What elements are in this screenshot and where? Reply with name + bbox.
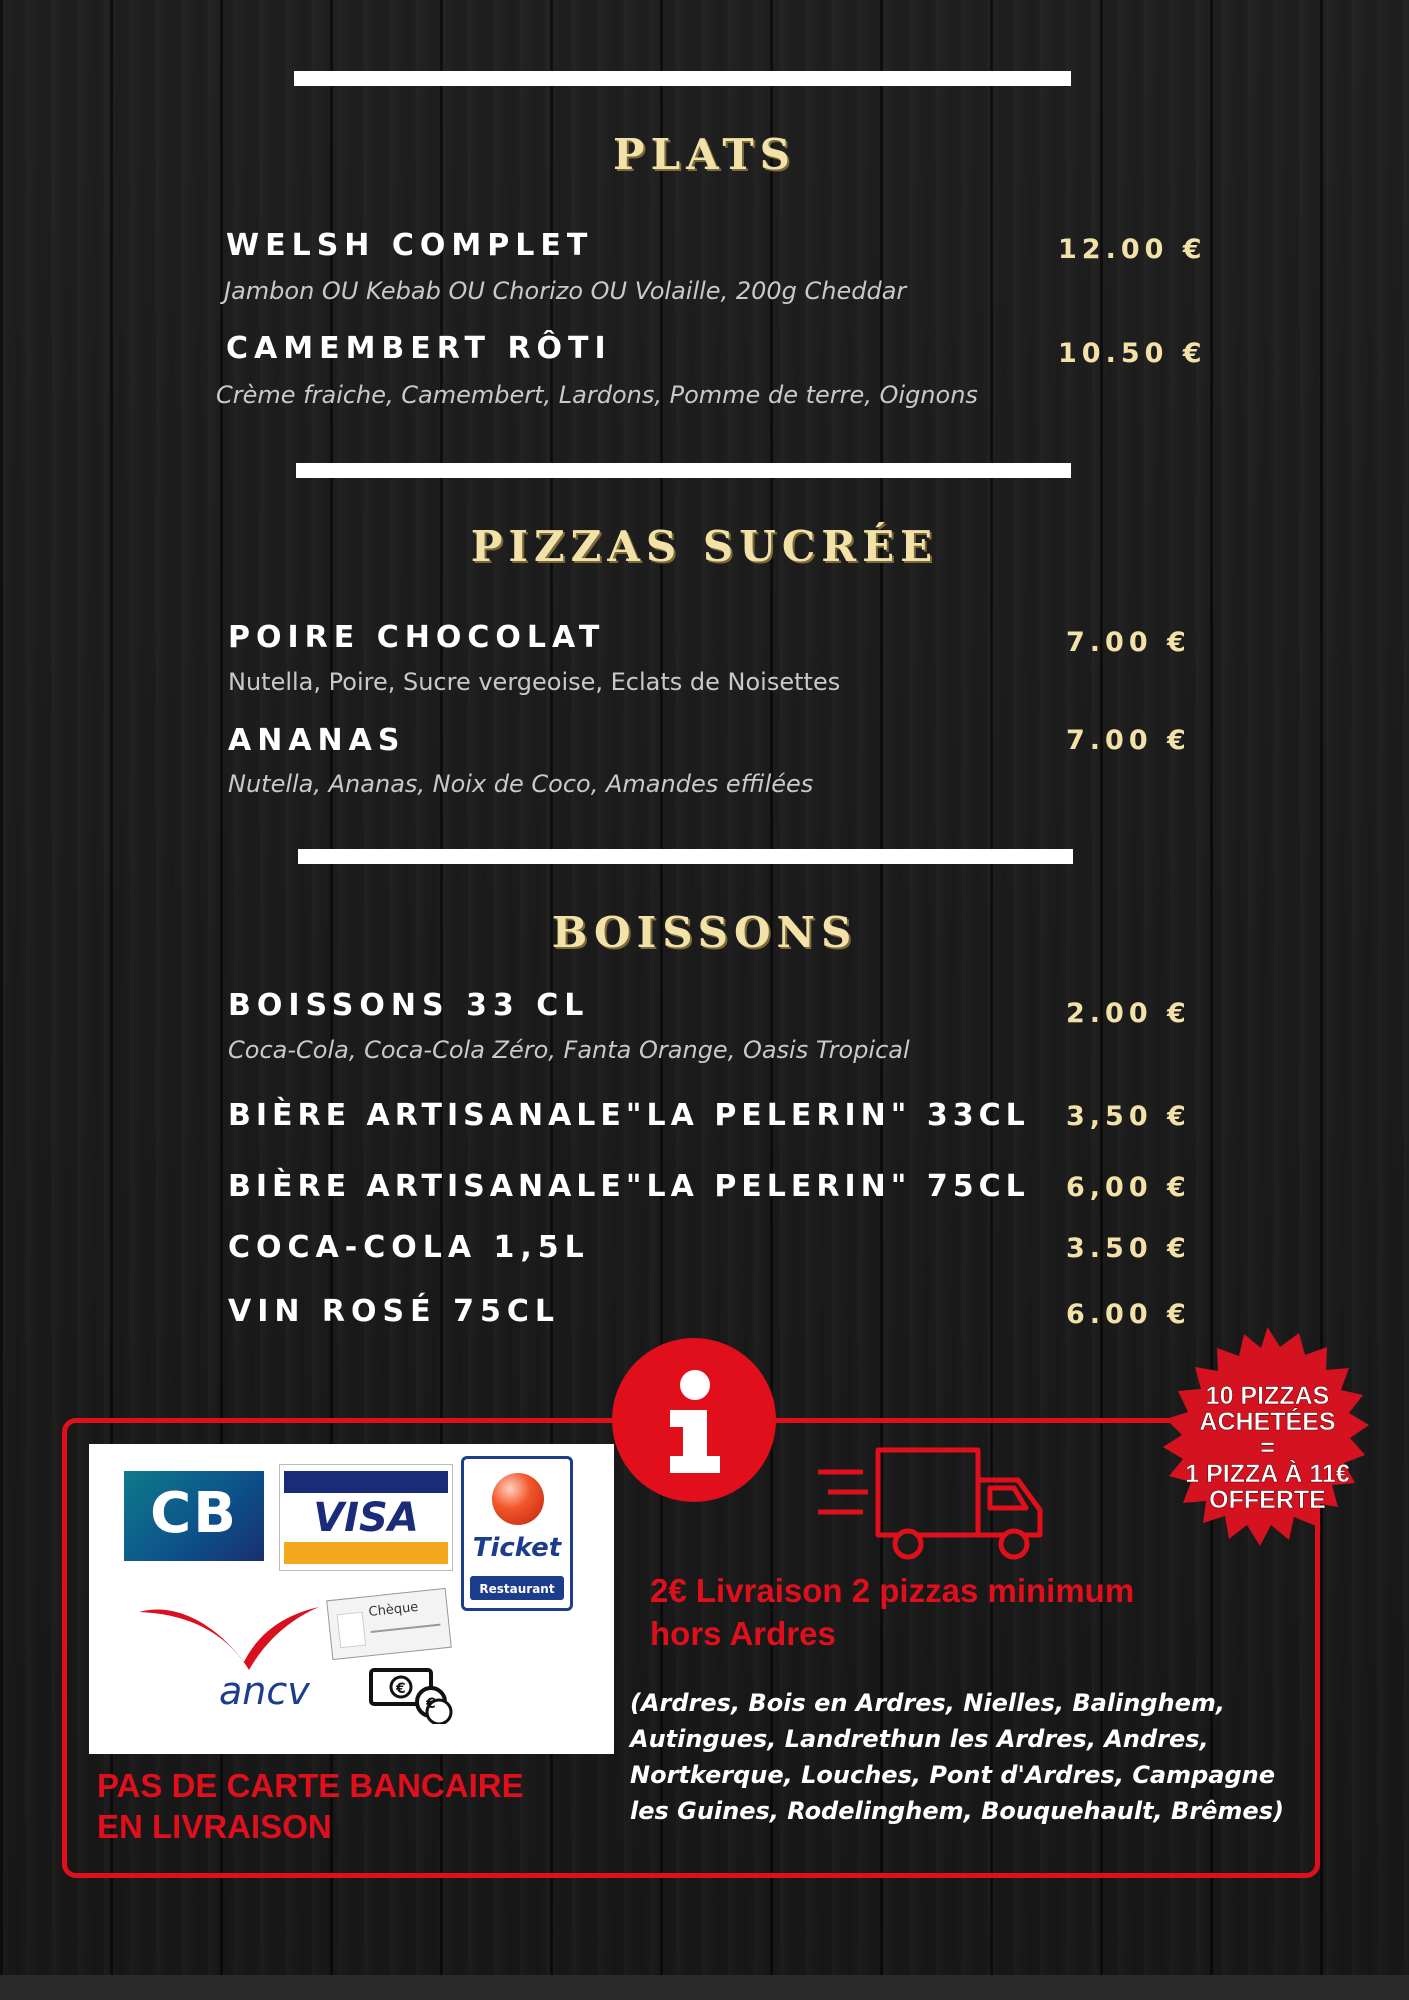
item-price-poire-chocolat: 7.00 € bbox=[1066, 627, 1191, 658]
ticket-restaurant-logo bbox=[461, 1456, 573, 1611]
cash-icon bbox=[367, 1664, 457, 1724]
item-price-welsh: 12.00 € bbox=[1058, 234, 1207, 265]
no-card-line-1: PAS DE CARTE BANCAIRE bbox=[97, 1767, 524, 1804]
item-desc-poire-chocolat: Nutella, Poire, Sucre vergeoise, Eclats de Noisettes bbox=[228, 668, 841, 696]
ticket-sub-text: Restaurant bbox=[479, 1582, 555, 1596]
cheque-text: Chèque bbox=[367, 1599, 420, 1621]
cb-logo bbox=[124, 1471, 264, 1561]
divider-boissons bbox=[298, 849, 1073, 864]
item-price-boissons-33cl: 2.00 € bbox=[1066, 998, 1191, 1029]
no-card-line-2: EN LIVRAISON bbox=[97, 1808, 332, 1845]
delivery-line-1: 2€ Livraison 2 pizzas minimum bbox=[650, 1572, 1135, 1609]
section-title-plats: PLATS bbox=[613, 130, 796, 179]
item-name-boissons-33cl: BOISSONS 33 CL bbox=[228, 988, 590, 1023]
item-price-vin-rose: 6.00 € bbox=[1066, 1299, 1191, 1330]
ancv-bird-icon bbox=[134, 1592, 324, 1672]
visa-logo bbox=[279, 1464, 453, 1571]
item-name-biere-75cl: BIÈRE ARTISANALE"LA PELERIN" 75CL bbox=[228, 1169, 1030, 1204]
item-desc-welsh: Jambon OU Kebab OU Chorizo OU Volaille, 200g Cheddar bbox=[224, 277, 907, 305]
item-name-poire-chocolat: POIRE CHOCOLAT bbox=[228, 620, 606, 655]
section-title-pizzas-sucree: PIZZAS SUCRÉE bbox=[470, 522, 939, 571]
item-name-vin-rose: VIN ROSÉ 75CL bbox=[228, 1294, 560, 1329]
item-desc-boissons-33cl: Coca-Cola, Coca-Cola Zéro, Fanta Orange, Oasis Tropical bbox=[228, 1036, 910, 1064]
ticket-logo-text: Ticket bbox=[472, 1533, 562, 1563]
section-title-boissons: BOISSONS bbox=[551, 908, 858, 957]
item-price-biere-75cl: 6,00 € bbox=[1066, 1172, 1191, 1203]
item-name-biere-33cl: BIÈRE ARTISANALE"LA PELERIN" 33CL bbox=[228, 1098, 1030, 1133]
cheque-icon bbox=[326, 1588, 452, 1660]
item-desc-camembert: Crème fraiche, Camembert, Lardons, Pomme de terre, Oignons bbox=[216, 381, 978, 409]
promo-badge-text: 10 PIZZAS ACHETÉES = 1 PIZZA À 11€ OFFERTE bbox=[1185, 1382, 1350, 1514]
delivery-line-2: hors Ardres bbox=[650, 1615, 836, 1652]
item-name-welsh: WELSH COMPLET bbox=[226, 228, 594, 263]
payment-methods-panel bbox=[89, 1444, 614, 1754]
item-name-camembert: CAMEMBERT RÔTI bbox=[226, 331, 612, 366]
info-icon bbox=[612, 1338, 776, 1502]
ancv-logo-text: ancv bbox=[219, 1669, 310, 1713]
divider-top bbox=[294, 71, 1071, 86]
item-name-coca-cola: COCA-COLA 1,5L bbox=[228, 1230, 590, 1265]
visa-logo-text: VISA bbox=[313, 1495, 419, 1541]
divider-pizzas bbox=[296, 463, 1071, 478]
item-desc-ananas: Nutella, Ananas, Noix de Coco, Amandes effilées bbox=[228, 770, 814, 798]
delivery-truck-icon bbox=[818, 1440, 1058, 1575]
delivery-towns-list: (Ardres, Bois en Ardres, Nielles, Balinghem, Autingues, Landrethun les Ardres, Andres, Nortkerque, Louches, Pont d'Ardres, Campagne les Guines, Rodelinghem, Bouquehault, Brêmes) bbox=[630, 1689, 1284, 1825]
info-glyph bbox=[612, 1338, 776, 1502]
item-name-ananas: ANANAS bbox=[228, 723, 406, 758]
item-price-biere-33cl: 3,50 € bbox=[1066, 1101, 1191, 1132]
item-price-coca-cola: 3.50 € bbox=[1066, 1233, 1191, 1264]
bottom-strip bbox=[0, 1975, 1409, 2000]
ticket-ball-icon bbox=[492, 1473, 544, 1525]
svg-text:€: € bbox=[396, 1681, 406, 1697]
svg-text:€: € bbox=[426, 1696, 436, 1712]
cb-logo-text: CB bbox=[150, 1481, 238, 1546]
item-price-camembert: 10.50 € bbox=[1058, 338, 1207, 369]
item-price-ananas: 7.00 € bbox=[1066, 725, 1191, 756]
